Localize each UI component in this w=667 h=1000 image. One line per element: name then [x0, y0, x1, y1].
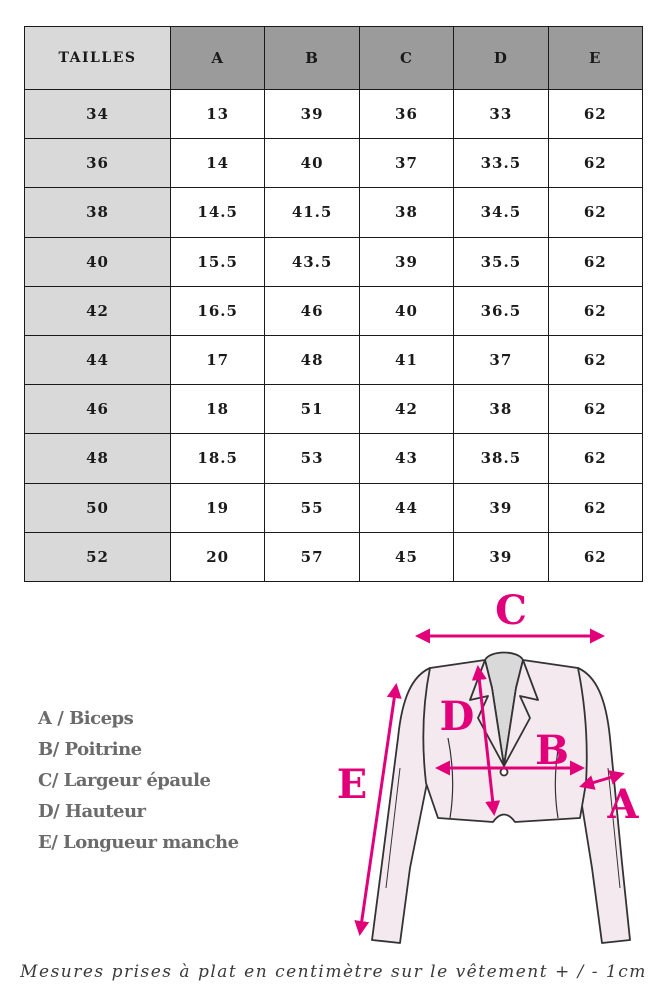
table-row — [25, 139, 643, 188]
value-cell-e: 62 — [548, 286, 642, 335]
value-cell-e: 62 — [548, 483, 642, 532]
label-b: B — [535, 727, 569, 774]
size-cell: 36 — [25, 139, 171, 188]
value-cell-b: 41.5 — [265, 188, 359, 237]
table-row — [25, 286, 643, 335]
size-cell: 50 — [25, 483, 171, 532]
measurement-legend — [38, 703, 239, 858]
table-header-row — [25, 27, 643, 90]
value-cell-b: 48 — [265, 335, 359, 384]
header-col-c: C — [359, 27, 453, 90]
value-cell-e: 62 — [548, 385, 642, 434]
value-cell-e: 62 — [548, 188, 642, 237]
value-cell-c: 37 — [359, 139, 453, 188]
size-cell: 52 — [25, 532, 171, 581]
header-col-a: A — [171, 27, 265, 90]
value-cell-a: 14 — [171, 139, 265, 188]
value-cell-b: 39 — [265, 90, 359, 139]
value-cell-d: 35.5 — [454, 237, 548, 286]
legend-item-shoulder-width: C/ Largeur épaule — [38, 770, 211, 791]
value-cell-e: 62 — [548, 90, 642, 139]
value-cell-a: 18.5 — [171, 434, 265, 483]
value-cell-d: 38 — [454, 385, 548, 434]
header-col-e: E — [548, 27, 642, 90]
value-cell-e: 62 — [548, 434, 642, 483]
value-cell-a: 14.5 — [171, 188, 265, 237]
value-cell-b: 46 — [265, 286, 359, 335]
size-cell: 40 — [25, 237, 171, 286]
value-cell-c: 41 — [359, 335, 453, 384]
value-cell-c: 43 — [359, 434, 453, 483]
header-col-d: D — [454, 27, 548, 90]
label-d: D — [439, 693, 475, 740]
value-cell-a: 20 — [171, 532, 265, 581]
header-sizes: TAILLES — [25, 27, 171, 90]
value-cell-d: 39 — [454, 483, 548, 532]
table-row — [25, 335, 643, 384]
legend-item-sleeve-length: E/ Longueur manche — [38, 832, 239, 853]
value-cell-c: 45 — [359, 532, 453, 581]
value-cell-b: 55 — [265, 483, 359, 532]
header-col-b: B — [265, 27, 359, 90]
value-cell-e: 62 — [548, 335, 642, 384]
table-row — [25, 532, 643, 581]
value-cell-a: 19 — [171, 483, 265, 532]
value-cell-b: 53 — [265, 434, 359, 483]
value-cell-c: 42 — [359, 385, 453, 434]
size-chart-table — [24, 26, 643, 582]
table-row — [25, 188, 643, 237]
jacket-illustration — [372, 653, 630, 944]
value-cell-d: 39 — [454, 532, 548, 581]
size-cell: 44 — [25, 335, 171, 384]
table-row — [25, 483, 643, 532]
table-row — [25, 90, 643, 139]
size-cell: 34 — [25, 90, 171, 139]
value-cell-d: 33.5 — [454, 139, 548, 188]
value-cell-a: 15.5 — [171, 237, 265, 286]
label-e: E — [336, 761, 368, 808]
label-c: C — [495, 588, 527, 634]
table-row — [25, 237, 643, 286]
value-cell-d: 36.5 — [454, 286, 548, 335]
value-cell-e: 62 — [548, 532, 642, 581]
value-cell-a: 16.5 — [171, 286, 265, 335]
table-row — [25, 385, 643, 434]
value-cell-e: 62 — [548, 139, 642, 188]
value-cell-c: 40 — [359, 286, 453, 335]
value-cell-a: 18 — [171, 385, 265, 434]
size-cell: 46 — [25, 385, 171, 434]
value-cell-c: 44 — [359, 483, 453, 532]
jacket-measurement-diagram — [330, 588, 667, 960]
value-cell-b: 57 — [265, 532, 359, 581]
value-cell-c: 38 — [359, 188, 453, 237]
size-cell: 48 — [25, 434, 171, 483]
value-cell-d: 37 — [454, 335, 548, 384]
value-cell-b: 40 — [265, 139, 359, 188]
value-cell-a: 17 — [171, 335, 265, 384]
value-cell-d: 38.5 — [454, 434, 548, 483]
value-cell-c: 39 — [359, 237, 453, 286]
legend-item-height: D/ Hauteur — [38, 801, 146, 822]
table-row — [25, 434, 643, 483]
size-cell: 38 — [25, 188, 171, 237]
value-cell-d: 34.5 — [454, 188, 548, 237]
label-a: A — [607, 781, 639, 828]
legend-item-chest: B/ Poitrine — [38, 739, 142, 760]
value-cell-c: 36 — [359, 90, 453, 139]
value-cell-a: 13 — [171, 90, 265, 139]
legend-item-biceps: A / Biceps — [38, 708, 134, 729]
value-cell-d: 33 — [454, 90, 548, 139]
value-cell-b: 51 — [265, 385, 359, 434]
size-cell: 42 — [25, 286, 171, 335]
value-cell-e: 62 — [548, 237, 642, 286]
jacket-button — [501, 769, 508, 776]
measurement-note: Mesures prises à plat en centimètre sur le vêtement + / - 1cm — [20, 962, 647, 982]
value-cell-b: 43.5 — [265, 237, 359, 286]
